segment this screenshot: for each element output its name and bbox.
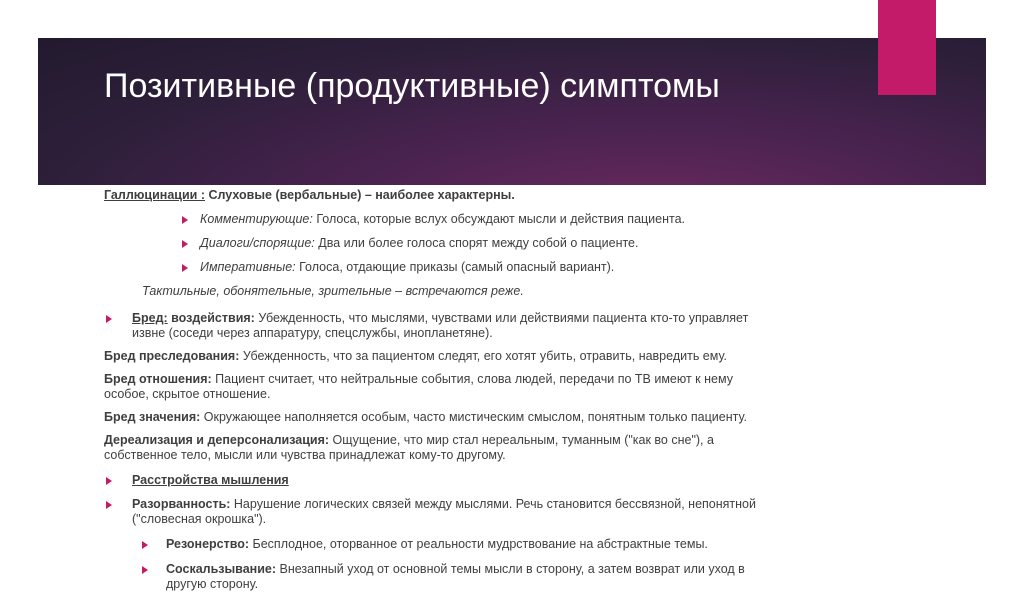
incoherence-text1: Нарушение логических связей между мыслями. Речь становится бессвязной, непонятной (233, 497, 756, 511)
sub-item-text: Два или более голоса спорят между собой о пациенте. (318, 236, 639, 250)
delusion-persecution-text: Убежденность, что за пациентом следят, его хотят убить, отравить, навредить ему. (242, 349, 727, 363)
title-band (38, 38, 986, 185)
slide-content (104, 188, 824, 592)
incoherence-line1 (132, 497, 824, 512)
sub-item-term: Диалоги/спорящие: (200, 236, 315, 250)
tactile-note (104, 284, 824, 299)
bullet-icon (106, 477, 112, 485)
delusion-meaning-text: Окружающее наполняется особым, часто мистическим смыслом, понятным только пациенту. (203, 410, 747, 424)
bullet-icon (142, 541, 148, 549)
hallucinations-line (104, 188, 824, 203)
bullet-icon (182, 264, 188, 272)
delusion-influence (104, 311, 824, 341)
slipping-text1: Внезапный уход от основной темы мысли в сторону, а затем возврат или уход в (279, 562, 745, 576)
delusion-relation-label: Бред отношения: (104, 372, 212, 386)
reasoning-text: Бесплодное, оторванное от реальности мудрствование на абстрактные темы. (252, 537, 708, 551)
list-item (104, 260, 824, 275)
reasoning (104, 537, 824, 552)
thinking-disorders (104, 473, 824, 488)
accent-bar (878, 0, 936, 95)
slipping-line1 (166, 562, 824, 577)
slide-title: Позитивные (продуктивные) симптомы (104, 67, 720, 105)
delusion-relation-text1: Пациент считает, что нейтральные события, слова людей, передачи по ТВ имеют к нему (215, 372, 733, 386)
reasoning-label: Резонерство: (166, 537, 250, 551)
tactile-note-text: Тактильные, обонятельные, зрительные – встречаются реже. (142, 284, 524, 298)
bullet-icon (106, 501, 112, 509)
bullet-icon (182, 240, 188, 248)
incoherence-text2: ("словесная окрошка"). (132, 512, 267, 526)
sub-item-term: Комментирующие: (200, 212, 313, 226)
thinking-disorders-label: Расстройства мышления (132, 473, 289, 487)
bullet-icon (106, 315, 112, 323)
delusion-influence-text1: Убежденность, что мыслями, чувствами или действиями пациента кто-то управляет (258, 311, 749, 325)
sub-item-text: Голоса, которые вслух обсуждают мысли и действия пациента. (316, 212, 686, 226)
delusion-meaning-label: Бред значения: (104, 410, 201, 424)
bullet-icon (182, 216, 188, 224)
delusion-relation-line1 (104, 372, 824, 387)
sub-item-text: Голоса, отдающие приказы (самый опасный вариант). (299, 260, 615, 274)
hallucinations-label: Галлюцинации : (104, 188, 205, 202)
slipping-label: Соскальзывание: (166, 562, 276, 576)
delusion-persecution-label: Бред преследования: (104, 349, 240, 363)
delusion-influence-label1: Бред: (132, 311, 168, 325)
delusion-influence-label2: воздействия: (171, 311, 255, 325)
delusion-persecution (104, 349, 824, 364)
delusion-meaning (104, 410, 824, 425)
delusion-influence-line1 (132, 311, 824, 326)
delusion-relation-text2: особое, скрытое отношение. (104, 387, 271, 401)
list-item (104, 212, 824, 227)
list-item (104, 236, 824, 251)
derealization (104, 433, 824, 463)
incoherence-label: Разорванность: (132, 497, 231, 511)
derealization-text2: собственное тело, мысли или чувства принадлежат кому-то другому. (104, 448, 506, 462)
incoherence (104, 497, 824, 527)
bullet-icon (142, 566, 148, 574)
derealization-label: Дереализация и деперсонализация: (104, 433, 330, 447)
slipping-text2: другую сторону. (166, 577, 259, 591)
derealization-line1 (104, 433, 824, 448)
slipping (104, 562, 824, 592)
hallucinations-text: Слуховые (вербальные) – наиболее характерны. (208, 188, 515, 202)
sub-item-term: Императивные: (200, 260, 296, 274)
delusion-influence-text2: извне (соседи через аппаратуру, спецслужбы, инопланетяне). (132, 326, 493, 340)
derealization-text1: Ощущение, что мир стал нереальным, туманным ("как во сне"), а (332, 433, 714, 447)
delusion-relation (104, 372, 824, 402)
